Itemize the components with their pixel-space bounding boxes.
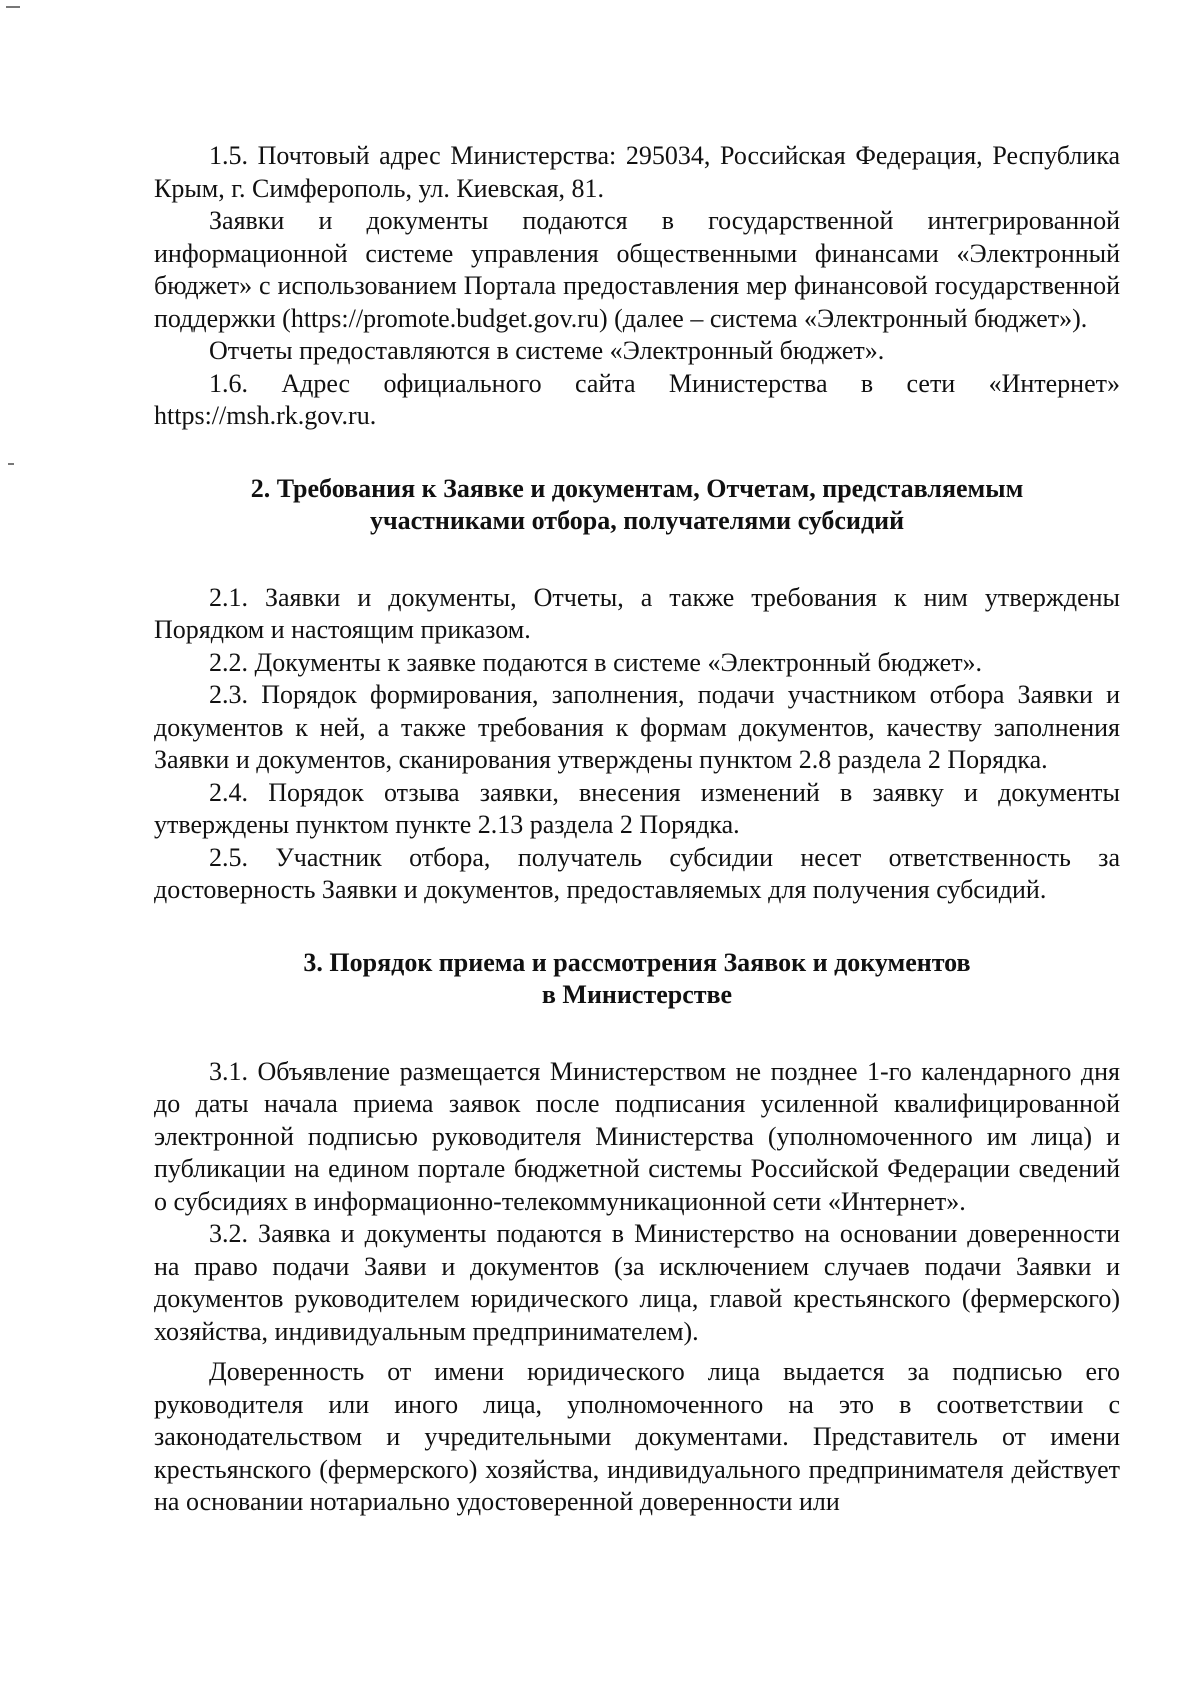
paragraph-2-2: 2.2. Документы к заявке подаются в системе «Электронный бюджет». [209, 647, 983, 677]
paragraph-3-2-power-of-attorney: Доверенность от имени юридического лица выдается за подписью его руководителя или иного лица, уполномоченного на это в соответствии с законодательством и учредительными документами. Представитель от имени крестьянского (фермерского) хозяйства, индивидуального предпринимателя действует на основании нотариально удостоверенной доверенности или [154, 1357, 1120, 1516]
paragraph-3-1: 3.1. Объявление размещается Министерством не позднее 1-го календарного дня до даты начала приема заявок после подписания усиленной квалифицированной электронной подписью руководителя Министерства (уполномоченного им лица) и публикации на едином портале бюджетной системы Российской Федерации сведений о субсидиях в информационно-телекоммуникационной сети «Интернет». [154, 1056, 1120, 1216]
scan-mark [6, 6, 20, 8]
scan-mark [8, 463, 14, 465]
section-2-heading-line-2: участниками отбора, получателями субсидий [369, 506, 905, 535]
section-3-heading-line-2: в Министерстве [541, 980, 733, 1009]
paragraph-3-2: 3.2. Заявка и документы подаются в Министерство на основании доверенности на право подачи Заяви и документов (за исключением случаев подачи Заявки и документов руководителем юридического лица, главой крестьянского (фермерского) хозяйства, индивидуальным предпринимателем). [154, 1219, 1120, 1346]
document-body [154, 140, 1120, 1519]
paragraph-2-1: 2.1. Заявки и документы, Отчеты, а также требования к ним утверждены Порядком и настоящим приказом. [154, 582, 1120, 644]
paragraph-2-4: 2.4. Порядок отзыва заявки, внесения изменений в заявку и документы утверждены пунктом пункте 2.13 раздела 2 Порядка. [154, 777, 1120, 839]
paragraph-1-6: 1.6. Адрес официального сайта Министерства в сети «Интернет» https://msh.rk.gov.ru. [154, 368, 1120, 430]
paragraph-2-3: 2.3. Порядок формирования, заполнения, подачи участником отбора Заявки и документов к ней, а также требования к формам документов, качеству заполнения Заявки и документов, сканирования утверждены пунктом 2.8 раздела 2 Порядка. [154, 680, 1120, 774]
paragraph-2-5: 2.5. Участник отбора, получатель субсидии несет ответственность за достоверность Заявки и документов, предоставляемых для получения субсидий. [154, 842, 1120, 904]
paragraph-1-5: 1.5. Почтовый адрес Министерства: 295034, Российская Федерация, Республика Крым, г. Симферополь, ул. Киевская, 81. [154, 141, 1120, 203]
section-2-heading [154, 473, 1120, 538]
paragraph-1-5-reports: Отчеты предоставляются в системе «Электронный бюджет». [209, 336, 885, 365]
section-3-heading [154, 947, 1120, 1012]
section-2-heading-line-1: 2. Требования к Заявке и документам, Отчетам, представляемым [250, 473, 1024, 503]
paragraph-1-5-applications: Заявки и документы подаются в государственной интегрированной информационной системе управления общественными финансами «Электронный бюджет» с использованием Портала предоставления мер финансовой государственной поддержки (https://promote.budget.gov.ru) (далее – система «Электронный бюджет»). [154, 206, 1120, 333]
section-3-heading-line-1: 3. Порядок приема и рассмотрения Заявок и документов [303, 947, 971, 977]
